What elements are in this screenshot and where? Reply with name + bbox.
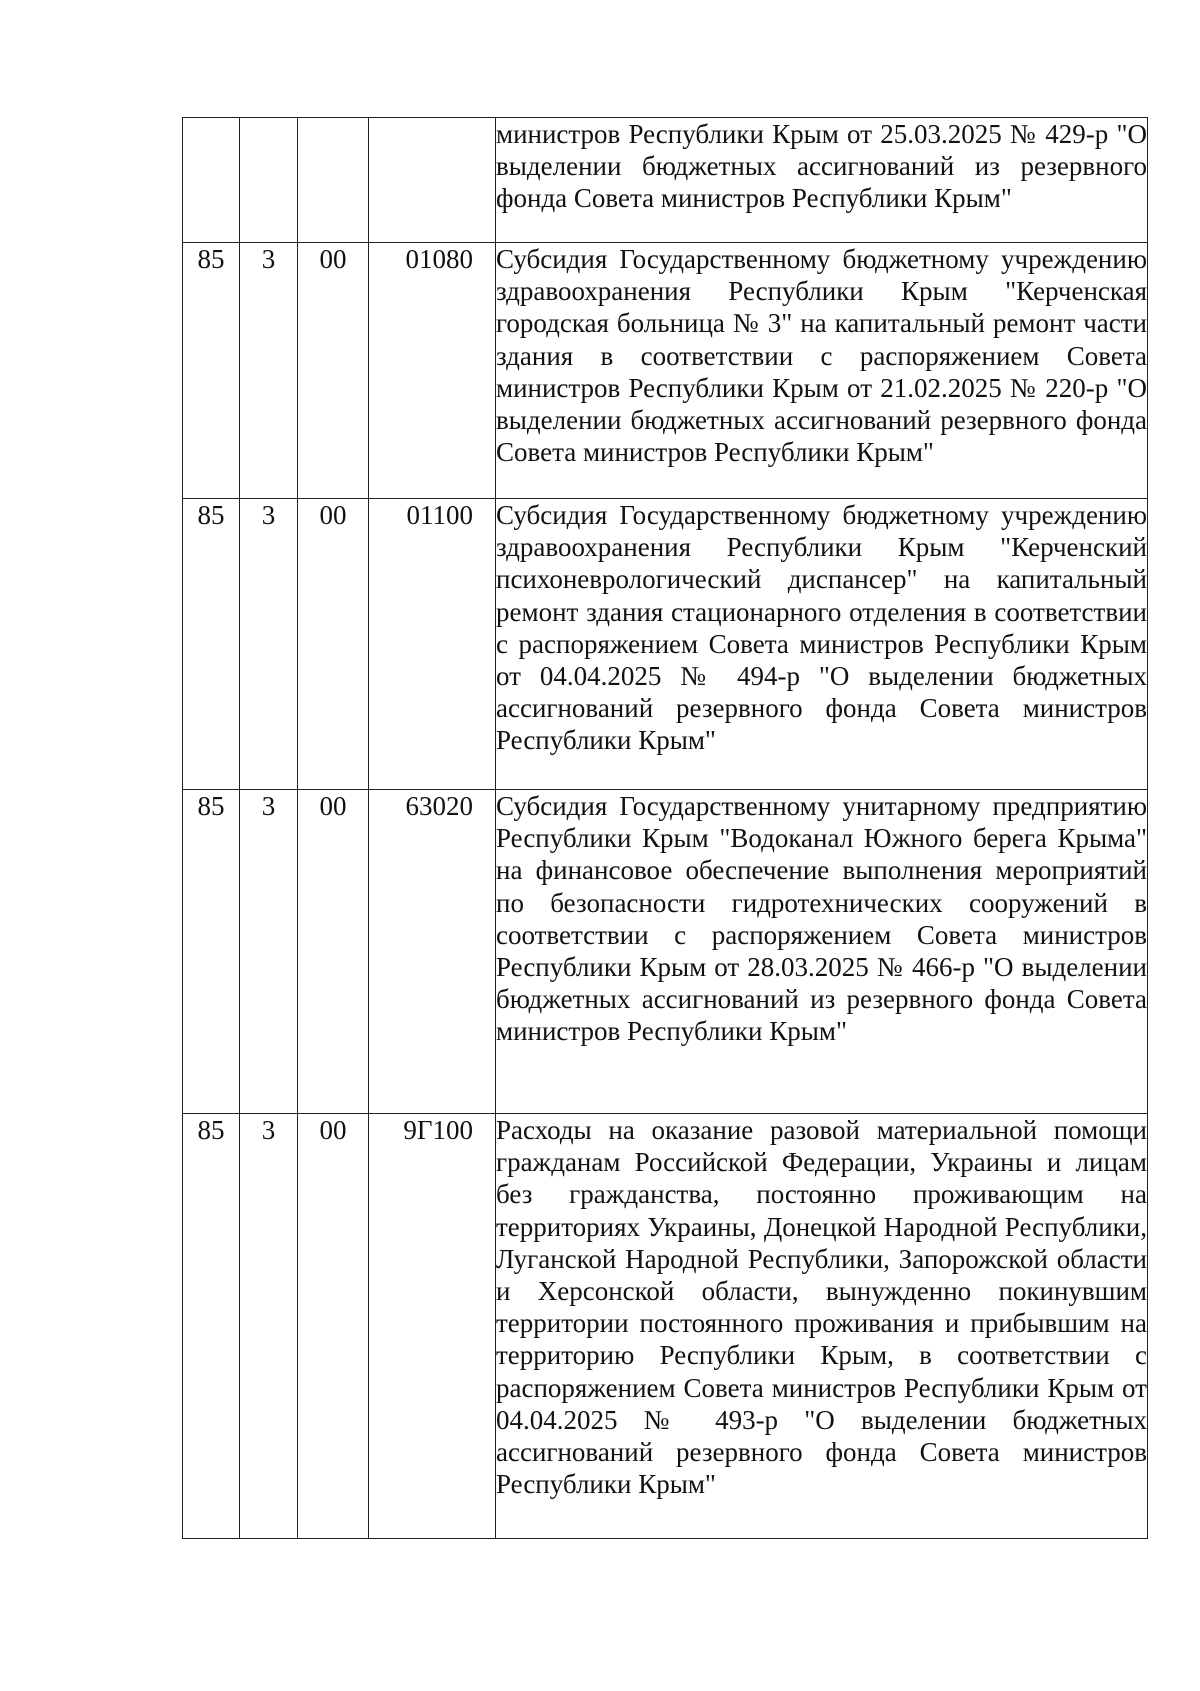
code-cell-2: 3 bbox=[240, 499, 298, 790]
code-cell-1: 85 bbox=[183, 499, 240, 790]
code-cell-1 bbox=[183, 118, 240, 243]
budget-allocation-table bbox=[182, 117, 1148, 1539]
code-cell-2: 3 bbox=[240, 790, 298, 1114]
code-cell-3: 00 bbox=[298, 243, 369, 499]
code-cell-4: 01080 bbox=[369, 243, 496, 499]
code-cell-3: 00 bbox=[298, 499, 369, 790]
code-cell-1: 85 bbox=[183, 1114, 240, 1539]
description-cell: Расходы на оказание разовой материальной помощи гражданам Российской Федерации, Украины и лицам без гражданства, постоянно проживающим на территориях Украины, Донецкой Народной Республики, Луганской Народной Республики, Запорожской области и Херсонской области, вынужденно покинувшим территории постоянного проживания и прибывшим на территорию Республики Крым, в соответствии с распоряжением Совета министров Республики Крым от 04.04.2025 № 493-р "О выделении бюджетных ассигнований резервного фонда Совета министров Республики Крым" bbox=[496, 1114, 1148, 1539]
description-cell: Субсидия Государственному унитарному предприятию Республики Крым "Водоканал Южного берега Крыма" на финансовое обеспечение выполнения мероприятий по безопасности гидротехнических сооружений в соответствии с распоряжением Совета министров Республики Крым от 28.03.2025 № 466-р "О выделении бюджетных ассигнований из резервного фонда Совета министров Республики Крым" bbox=[496, 790, 1148, 1114]
code-cell-4: 01100 bbox=[369, 499, 496, 790]
code-cell-4: 63020 bbox=[369, 790, 496, 1114]
code-cell-1: 85 bbox=[183, 243, 240, 499]
code-cell-2: 3 bbox=[240, 243, 298, 499]
code-cell-3: 00 bbox=[298, 1114, 369, 1539]
table-row bbox=[183, 1114, 1148, 1539]
code-cell-2 bbox=[240, 118, 298, 243]
description-cell: Субсидия Государственному бюджетному учреждению здравоохранения Республики Крым "Керченский психоневрологический диспансер" на капитальный ремонт здания стационарного отделения в соответствии с распоряжением Совета министров Республики Крым от 04.04.2025 № 494-р "О выделении бюджетных ассигнований резервного фонда Совета министров Республики Крым" bbox=[496, 499, 1148, 790]
description-cell: Субсидия Государственному бюджетному учреждению здравоохранения Республики Крым "Керченская городская больница № 3" на капитальный ремонт части здания в соответствии с распоряжением Совета министров Республики Крым от 21.02.2025 № 220-р "О выделении бюджетных ассигнований резервного фонда Совета министров Республики Крым" bbox=[496, 243, 1148, 499]
code-cell-2: 3 bbox=[240, 1114, 298, 1539]
table-row bbox=[183, 790, 1148, 1114]
code-cell-4: 9Г100 bbox=[369, 1114, 496, 1539]
table-row bbox=[183, 118, 1148, 243]
description-cell: министров Республики Крым от 25.03.2025 № 429-р "О выделении бюджетных ассигнований из резервного фонда Совета министров Республики Крым" bbox=[496, 118, 1148, 243]
code-cell-1: 85 bbox=[183, 790, 240, 1114]
table-row bbox=[183, 243, 1148, 499]
code-cell-4 bbox=[369, 118, 496, 243]
table-row bbox=[183, 499, 1148, 790]
code-cell-3: 00 bbox=[298, 790, 369, 1114]
code-cell-3 bbox=[298, 118, 369, 243]
